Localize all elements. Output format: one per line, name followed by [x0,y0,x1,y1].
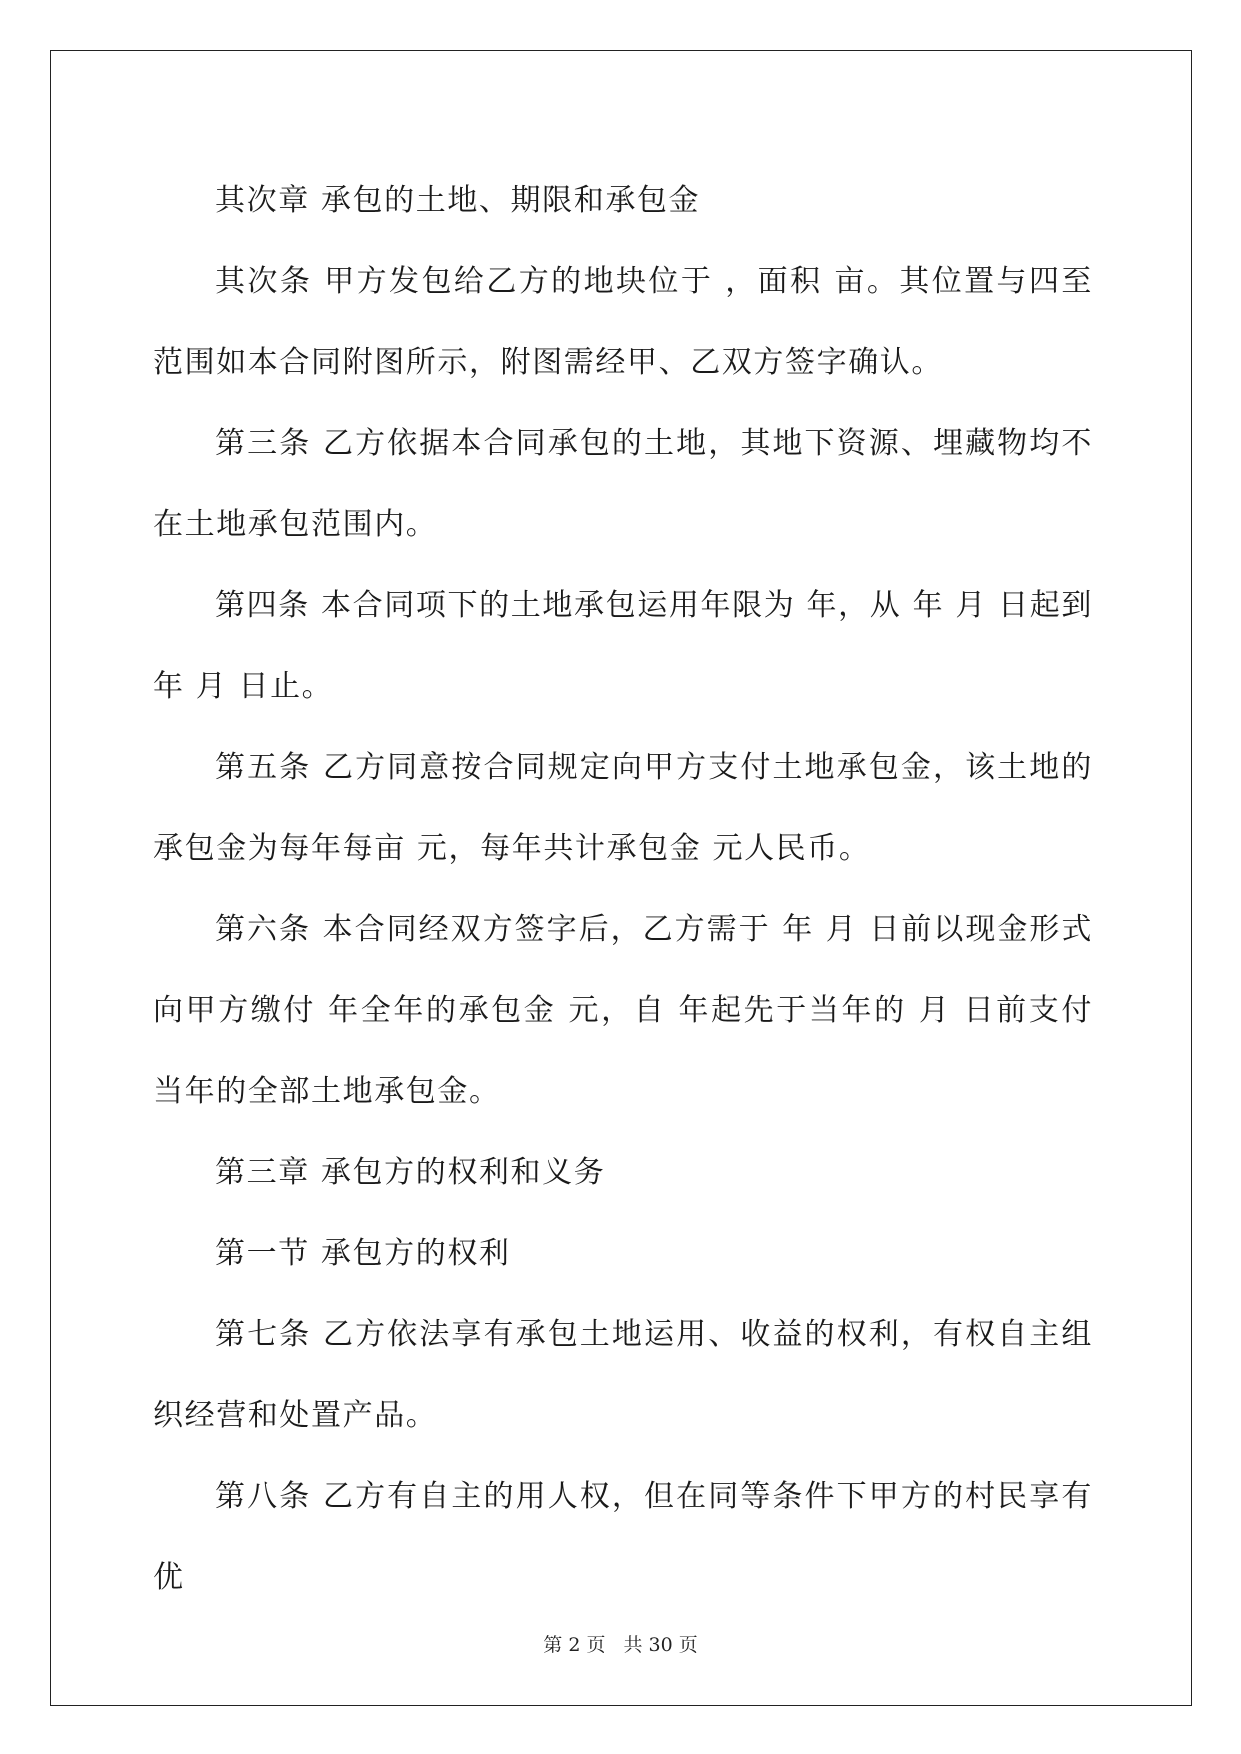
article-7-paragraph: 第七条 乙方依法享有承包土地运用、收益的权利，有权自主组织经营和处置产品。 [153,1317,1093,1433]
article-2-paragraph: 其次条 甲方发包给乙方的地块位于 ，面积 亩。其位置与四至范围如本合同附图所示，附图需经甲、乙双方签字确认。 [153,264,1093,380]
page-number: 第 2 页 [543,1634,606,1656]
article-5-paragraph: 第五条 乙方同意按合同规定向甲方支付土地承包金，该土地的承包金为每年每亩 元，每年共计承包金 元人民币。 [153,750,1093,866]
page-footer [0,1633,1241,1657]
chapter-heading: 其次章 承包的土地、期限和承包金 [215,183,701,218]
chapter-heading: 第三章 承包方的权利和义务 [215,1155,606,1190]
article-4-paragraph: 第四条 本合同项下的土地承包运用年限为 年，从 年 月 日起到 年 月 日止。 [153,588,1093,704]
page-total: 共 30 页 [623,1634,698,1656]
article-3-paragraph: 第三条 乙方依据本合同承包的土地，其地下资源、埋藏物均不在土地承包范围内。 [153,426,1093,542]
section-heading: 第一节 承包方的权利 [215,1236,511,1271]
article-6-paragraph: 第六条 本合同经双方签字后，乙方需于 年 月 日前以现金形式向甲方缴付 年全年的承包金 元，自 年起先于当年的 月 日前支付当年的全部土地承包金。 [153,912,1093,1109]
document-body [153,160,1093,1618]
article-8-paragraph: 第八条 乙方有自主的用人权，但在同等条件下甲方的村民享有优 [153,1479,1093,1595]
